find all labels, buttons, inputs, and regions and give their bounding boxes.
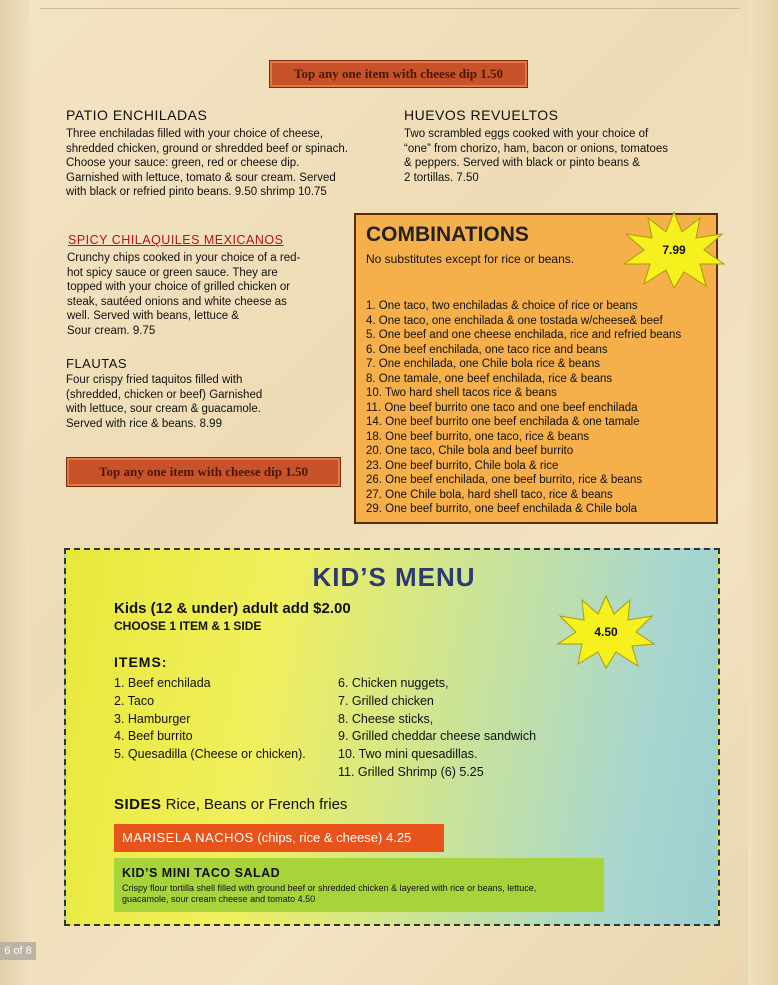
flautas-desc bbox=[66, 373, 262, 431]
huevos-revueltos-title: HUEVOS REVUELTOS bbox=[404, 107, 559, 123]
kids-item: 10. Two mini quesadillas. bbox=[338, 747, 478, 762]
combo-item: 18. One beef burrito, one taco, rice & beans bbox=[366, 430, 590, 443]
desc-line: Garnished with lettuce, tomato & sour cream. Served bbox=[66, 171, 336, 184]
flautas-title: FLAUTAS bbox=[66, 356, 128, 371]
kids-price-starburst-icon bbox=[556, 594, 656, 670]
kids-items-left bbox=[114, 675, 306, 764]
kids-item: 1. Beef enchilada bbox=[114, 676, 211, 690]
chilaquiles-desc bbox=[67, 251, 300, 339]
desc-line: Two scrambled eggs cooked with your choice of bbox=[404, 128, 649, 140]
combinations-title: COMBINATIONS bbox=[366, 223, 529, 246]
kids-items-heading: ITEMS: bbox=[114, 654, 168, 670]
kids-item: 11. Grilled Shrimp (6) 5.25 bbox=[338, 764, 484, 779]
page-trim bbox=[40, 0, 740, 9]
desc-line: Three enchiladas filled with your choice of cheese, bbox=[66, 128, 323, 140]
kids-price: 4.50 bbox=[594, 625, 618, 639]
combo-item: 10. Two hard shell tacos rice & beans bbox=[366, 387, 557, 399]
combo-item: 27. One Chile bola, hard shell taco, rice & beans bbox=[366, 488, 613, 501]
kids-item: 4. Beef burrito bbox=[114, 729, 193, 744]
sides-text: Rice, Beans or French fries bbox=[161, 796, 348, 813]
desc-line: shredded chicken, ground or shredded beef or spinach. bbox=[66, 142, 348, 155]
kids-items-right bbox=[338, 675, 536, 782]
desc-line: (shredded, chicken or beef) Garnished bbox=[66, 388, 263, 401]
desc-line: with lettuce, sour cream & guacamole. bbox=[66, 403, 261, 416]
patio-enchiladas-desc bbox=[66, 127, 348, 200]
desc-line: Sour cream. 9.75 bbox=[67, 324, 156, 337]
kids-age-note: Kids (12 & under) adult add $2.00 bbox=[114, 600, 351, 617]
combo-item: 6. One beef enchilada, one taco rice and beans bbox=[366, 343, 608, 356]
combo-price: 7.99 bbox=[662, 243, 686, 257]
chilaquiles-title: SPICY CHILAQUILES MEXICANOS bbox=[68, 233, 284, 247]
desc-line: Four crispy fried taquitos filled with bbox=[66, 374, 243, 386]
kids-item: 6. Chicken nuggets, bbox=[338, 676, 449, 690]
combo-item: 1. One taco, two enchiladas & choice of rice or beans bbox=[366, 300, 638, 312]
desc-line: with black or refried pinto beans. 9.50 shrimp 10.75 bbox=[66, 186, 327, 199]
combo-item: 20. One taco, Chile bola and beef burrito bbox=[366, 445, 574, 457]
kids-item: 2. Taco bbox=[114, 693, 155, 708]
kids-item: 3. Hamburger bbox=[114, 711, 191, 726]
desc-line: steak, sautéed onions and white cheese as bbox=[67, 295, 287, 308]
combo-item: 8. One tamale, one beef enchilada, rice & beans bbox=[366, 372, 613, 385]
desc-line: topped with your choice of grilled chicken or bbox=[67, 281, 291, 294]
kids-item: 7. Grilled chicken bbox=[338, 693, 434, 708]
combo-item: 11. One beef burrito one taco and one beef enchilada bbox=[366, 401, 638, 414]
nachos-title: MARISELA NACHOS bbox=[122, 830, 254, 845]
desc-line: Choose your sauce: green, red or cheese dip. bbox=[66, 157, 300, 170]
kids-sides bbox=[114, 796, 347, 813]
combo-item: 29. One beef burrito, one beef enchilada & Chile bola bbox=[366, 503, 638, 515]
sides-label: SIDES bbox=[114, 796, 162, 813]
kids-item: 9. Grilled cheddar cheese sandwich bbox=[338, 729, 537, 744]
desc-line: & peppers. Served with black or pinto beans & bbox=[404, 157, 640, 170]
desc-line: Crunchy chips cooked in your choice of a red- bbox=[67, 252, 301, 264]
combinations-subtitle: No substitutes except for rice or beans. bbox=[366, 252, 575, 266]
page-indicator: 6 of 8 bbox=[0, 942, 36, 960]
kids-taco-salad-box bbox=[114, 858, 604, 912]
mid-cheese-dip-banner: Top any one item with cheese dip 1.50 bbox=[66, 457, 341, 487]
page-edge-left bbox=[0, 0, 30, 985]
desc-line: well. Served with beans, lettuce & bbox=[67, 310, 239, 323]
huevos-revueltos-desc bbox=[404, 127, 668, 185]
desc-line: 2 tortillas. 7.50 bbox=[404, 171, 479, 184]
desc-line: “one” from chorizo, ham, bacon or onions, tomatoes bbox=[404, 142, 668, 155]
patio-enchiladas-title: PATIO ENCHILADAS bbox=[66, 107, 208, 123]
desc-line: hot spicy sauce or green sauce. They are bbox=[67, 266, 278, 279]
combo-item: 5. One beef and one cheese enchilada, rice and refried beans bbox=[366, 329, 682, 341]
kids-item: 8. Cheese sticks, bbox=[338, 711, 434, 726]
combo-price-starburst-icon bbox=[622, 210, 726, 290]
combo-item: 23. One beef burrito, Chile bola & rice bbox=[366, 459, 559, 472]
nachos-text: (chips, rice & cheese) 4.25 bbox=[253, 830, 412, 845]
marisela-nachos-bar bbox=[114, 824, 444, 852]
desc-line: guacamole, sour cream cheese and tomato 4.50 bbox=[122, 894, 316, 904]
combo-item: 26. One beef enchilada, one beef burrito, rice & beans bbox=[366, 474, 643, 486]
combo-item: 14. One beef burrito one beef enchilada & one tamale bbox=[366, 416, 640, 428]
page-edge-right bbox=[748, 0, 778, 985]
desc-line: Crispy flour tortilla shell filled with ground beef or shredded chicken & layered with rice or beans, lettuce, bbox=[122, 883, 537, 893]
combo-item: 4. One taco, one enchilada & one tostada w/cheese& beef bbox=[366, 314, 663, 327]
kids-menu-title: KID’S MENU bbox=[312, 562, 476, 592]
kids-item: 5. Quesadilla (Cheese or chicken). bbox=[114, 747, 306, 762]
combo-item: 7. One enchilada, one Chile bola rice & beans bbox=[366, 358, 600, 370]
desc-line: Served with rice & beans. 8.99 bbox=[66, 417, 222, 430]
combinations-list bbox=[366, 299, 681, 517]
top-cheese-dip-banner: Top any one item with cheese dip 1.50 bbox=[269, 60, 528, 88]
kids-choose-note: CHOOSE 1 ITEM & 1 SIDE bbox=[114, 619, 262, 633]
taco-salad-desc bbox=[122, 883, 596, 905]
taco-salad-title: KID’S MINI TACO SALAD bbox=[122, 866, 281, 880]
